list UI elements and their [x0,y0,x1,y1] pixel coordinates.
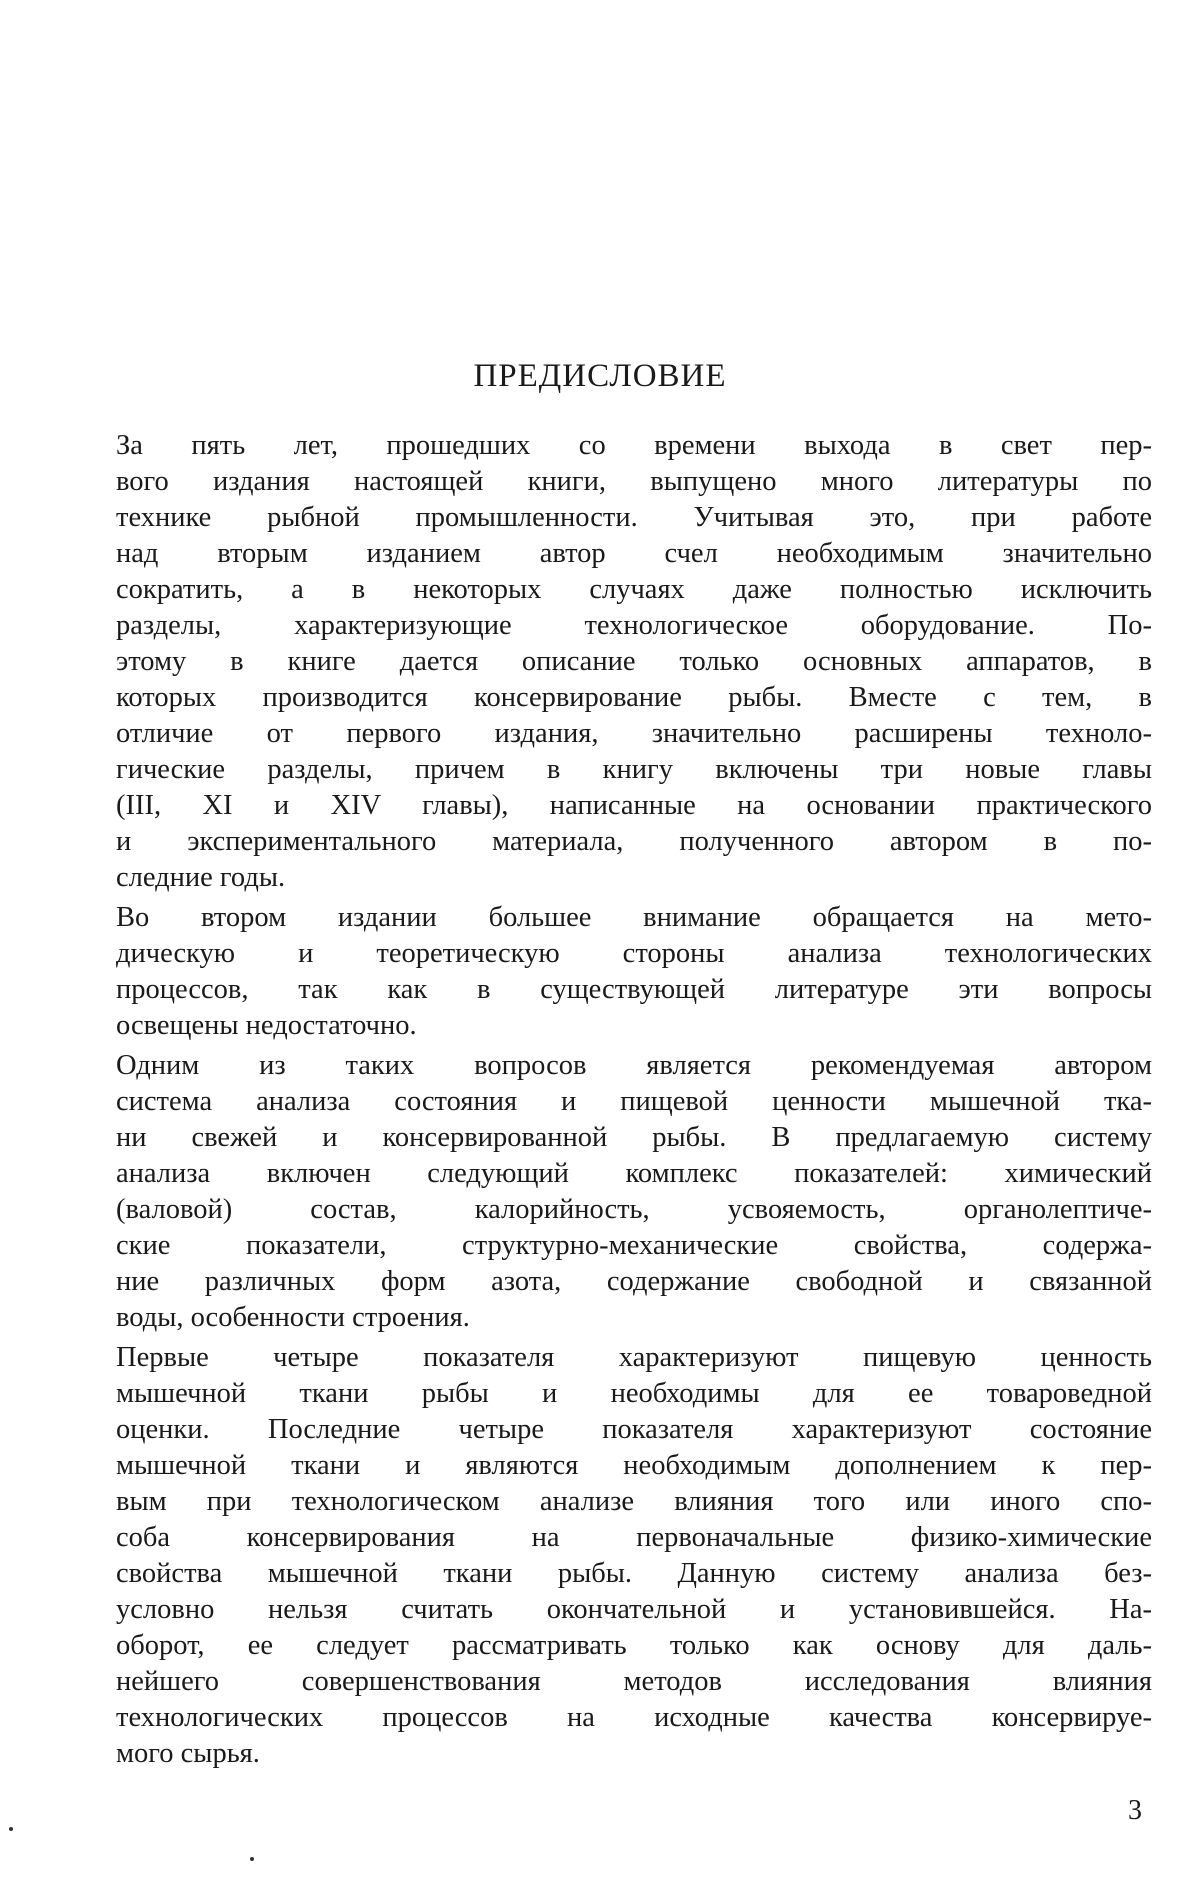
text-line: технике рыбной промышленности. Учитывая это, при работе [116,502,1152,533]
text-line: ни свежей и консервированной рыбы. В предлагаемую систему [116,1122,1152,1153]
text-line: соба консервирования на первоначальные физико-химические [116,1522,1152,1553]
page-title: ПРЕДИСЛОВИЕ [473,358,727,394]
paragraph [116,1048,1152,1336]
scan-speck [9,1827,13,1831]
text-line: оборот, ее следует рассматривать только как основу для даль- [116,1630,1152,1661]
text-line: ские показатели, структурно-механические свойства, содержа- [116,1230,1152,1261]
text-line: процессов, так как в существующей литературе эти вопросы [116,974,1152,1005]
text-line: отличие от первого издания, значительно расширены техноло- [116,718,1152,749]
text-line: Во втором издании большее внимание обращается на мето- [116,902,1152,933]
text-line: над вторым изданием автор счел необходимым значительно [116,538,1152,569]
text-line: и экспериментального материала, полученного автором в по- [116,826,1152,857]
text-line: система анализа состояния и пищевой ценности мышечной тка- [116,1086,1152,1117]
text-line: свойства мышечной ткани рыбы. Данную систему анализа без- [116,1558,1152,1589]
page-number: 3 [1128,1795,1142,1826]
text-line: мышечной ткани и являются необходимым дополнением к пер- [116,1450,1152,1481]
text-line: условно нельзя считать окончательной и установившейся. На- [116,1594,1152,1625]
paragraph [116,900,1152,1044]
scan-speck [250,1857,254,1861]
paragraph [116,1340,1152,1772]
text-line: За пять лет, прошедших со времени выхода в свет пер- [116,430,1152,461]
text-line: оценки. Последние четыре показателя характеризуют состояние [116,1414,1152,1445]
text-line: воды, особенности строения. [116,1302,470,1333]
text-line: мышечной ткани рыбы и необходимы для ее товароведной [116,1378,1152,1409]
text-line: нейшего совершенствования методов исследования влияния [116,1666,1152,1697]
text-line: гические разделы, причем в книгу включены три новые главы [116,754,1152,785]
text-line: Первые четыре показателя характеризуют пищевую ценность [116,1342,1152,1373]
text-line: Одним из таких вопросов является рекомендуемая автором [116,1050,1152,1081]
text-line: которых производится консервирование рыбы. Вместе с тем, в [116,682,1152,713]
text-line: вого издания настоящей книги, выпущено много литературы по [116,466,1152,497]
text-line: (валовой) состав, калорийность, усвояемость, органолептиче- [116,1194,1152,1225]
text-line: мого сырья. [116,1738,260,1769]
text-line: разделы, характеризующие технологическое оборудование. По- [116,610,1152,641]
text-line: сократить, а в некоторых случаях даже полностью исключить [116,574,1152,605]
text-line: вым при технологическом анализе влияния того или иного спо- [116,1486,1152,1517]
text-line: технологических процессов на исходные качества консервируе- [116,1702,1152,1733]
text-line: следние годы. [116,862,286,893]
text-line: этому в книге дается описание только основных аппаратов, в [116,646,1152,677]
preface-body [116,428,1152,1776]
text-line: освещены недостаточно. [116,1010,417,1041]
text-line: анализа включен следующий комплекс показателей: химический [116,1158,1152,1189]
text-line: (III, XI и XIV главы), написанные на основании практического [116,790,1152,821]
text-line: ние различных форм азота, содержание свободной и связанной [116,1266,1152,1297]
text-line: дическую и теоретическую стороны анализа технологических [116,938,1152,969]
paragraph [116,428,1152,896]
